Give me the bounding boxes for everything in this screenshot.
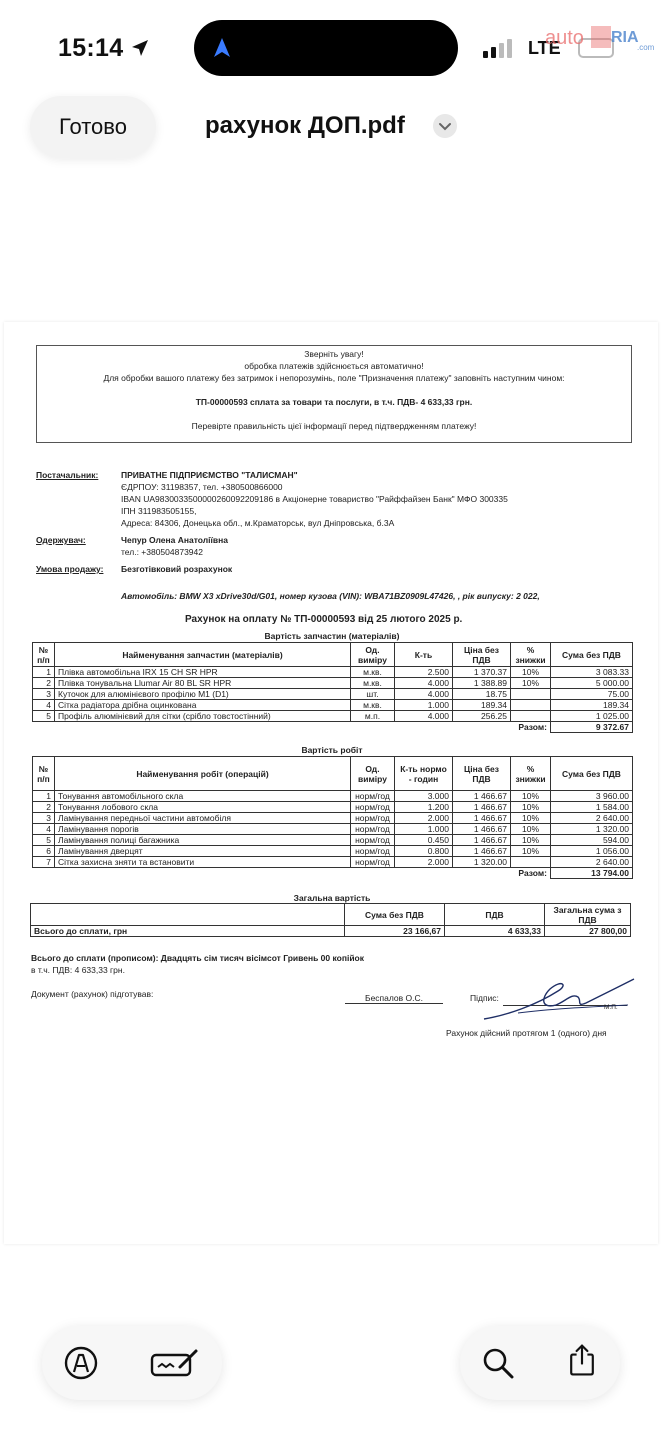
table-row: [33, 678, 633, 689]
table-cell: [511, 711, 551, 722]
table-cell: 10%: [511, 835, 551, 846]
table-cell: [511, 689, 551, 700]
table-cell: Ламінування дверцят: [55, 846, 351, 857]
table-cell: м.п.: [351, 711, 395, 722]
summary-gross: 27 800,00: [545, 926, 631, 937]
table-cell: норм/год: [351, 824, 395, 835]
table-cell: 10%: [511, 791, 551, 802]
table-cell: 256.25: [453, 711, 511, 722]
table-cell: 1.000: [395, 700, 453, 711]
svg-text:auto: auto: [545, 27, 584, 49]
table-cell: м.кв.: [351, 700, 395, 711]
table-cell: Сітка радіатора дрібна оцинкована: [55, 700, 351, 711]
svg-text:RIA: RIA: [611, 29, 639, 46]
supplier-line-1: ЄДРПОУ: 31198357, тел. +380500866000: [121, 482, 283, 492]
table-cell: [511, 857, 551, 868]
table-cell: 1 320.00: [551, 824, 633, 835]
notice-line-1: Зверніть увагу!: [304, 349, 364, 359]
table-cell: 10%: [511, 846, 551, 857]
table-cell: м.кв.: [351, 678, 395, 689]
notice-line-5: Перевірте правильність цієї інформації перед підтвердженням платежу!: [191, 421, 477, 431]
parts-section-title: Вартість запчастин (матеріалів): [264, 631, 400, 641]
works-total-row: [33, 868, 633, 879]
search-icon[interactable]: [480, 1345, 516, 1381]
summary-section-title: Загальна вартість: [293, 893, 371, 903]
table-cell: 1.000: [395, 824, 453, 835]
table-cell: норм/год: [351, 857, 395, 868]
col-header: № п/п: [33, 643, 55, 667]
supplier-name: ПРИВАТНЕ ПІДПРИЄМСТВО "ТАЛИСМАН": [121, 470, 298, 480]
table-cell: 1 466.67: [453, 824, 511, 835]
supplier-label: Постачальник:: [36, 470, 99, 480]
table-cell: Куточок для алюмінієвого профілю M1 (D1): [55, 689, 351, 700]
notice-line-4: ТП-00000593 сплата за товари та послуги, в т.ч. ПДВ- 4 633,33 грн.: [195, 397, 473, 407]
table-cell: норм/год: [351, 802, 395, 813]
stamp-mark: М.П.: [604, 1004, 618, 1011]
terms-label: Умова продажу:: [36, 564, 104, 574]
svg-text:.com: .com: [637, 43, 655, 52]
table-row: [33, 846, 633, 857]
table-cell: 4: [33, 824, 55, 835]
table-cell: Сітка захисна зняти та встановити: [55, 857, 351, 868]
supplier-line-4: Адреса: 84306, Донецька обл., м.Краматорськ, вул Дніпровська, б.3А: [121, 518, 395, 528]
summary-net: 23 166,67: [345, 926, 445, 937]
table-cell: 1 056.00: [551, 846, 633, 857]
recipient-phone: тел.: +380504873942: [121, 547, 203, 557]
table-row: [33, 791, 633, 802]
table-row: [33, 711, 633, 722]
table-row: [33, 835, 633, 846]
col-header: Сума без ПДВ: [551, 643, 633, 667]
table-cell: 10%: [511, 678, 551, 689]
table-cell: 10%: [511, 813, 551, 824]
table-row: [33, 700, 633, 711]
table-cell: 5 000.00: [551, 678, 633, 689]
works-total-value: 13 794.00: [551, 868, 633, 879]
table-cell: Ламінування полиці багажника: [55, 835, 351, 846]
table-cell: 1: [33, 791, 55, 802]
works-header-row: [33, 757, 633, 791]
done-button[interactable]: Готово: [30, 96, 156, 158]
table-row: [33, 667, 633, 678]
summary-empty-header: [31, 904, 345, 926]
works-total-label: Разом:: [33, 868, 551, 879]
amount-in-words: Всього до сплати (прописом): Двадцять сім тисяч вісімсот Гривень 00 копійок: [31, 953, 364, 963]
table-cell: 4: [33, 700, 55, 711]
table-cell: 3.000: [395, 791, 453, 802]
terms-value: Безготівковий розрахунок: [121, 564, 233, 574]
table-cell: 1 388.89: [453, 678, 511, 689]
table-cell: 3 083.33: [551, 667, 633, 678]
vat-line: в т.ч. ПДВ: 4 633,33 грн.: [31, 965, 125, 975]
navigation-arrow-icon: [210, 36, 234, 60]
table-cell: 6: [33, 846, 55, 857]
table-cell: Профіль алюмінієвий для сітки (срібло товстостінний): [55, 711, 351, 722]
col-header: № п/п: [33, 757, 55, 791]
table-cell: Тонування лобового скла: [55, 802, 351, 813]
table-cell: 189.34: [551, 700, 633, 711]
table-cell: 5: [33, 835, 55, 846]
markup-icon[interactable]: [63, 1345, 99, 1381]
table-cell: Ламінування передньої частини автомобіля: [55, 813, 351, 824]
table-cell: 1.200: [395, 802, 453, 813]
table-cell: 1 466.67: [453, 813, 511, 824]
table-row: [33, 813, 633, 824]
table-cell: норм/год: [351, 846, 395, 857]
table-row: [33, 802, 633, 813]
table-cell: 5: [33, 711, 55, 722]
col-header: Сума без ПДВ: [551, 757, 633, 791]
table-cell: 10%: [511, 667, 551, 678]
table-cell: 2.000: [395, 813, 453, 824]
recipient-name: Чепур Олена Анатоліївна: [121, 535, 229, 545]
supplier-line-3: ІПН 311983505155,: [121, 506, 197, 516]
col-header: % знижки: [511, 643, 551, 667]
table-cell: 18.75: [453, 689, 511, 700]
table-cell: 2: [33, 678, 55, 689]
table-cell: 2 640.00: [551, 857, 633, 868]
table-cell: 2.000: [395, 857, 453, 868]
table-cell: 0.800: [395, 846, 453, 857]
table-cell: [511, 700, 551, 711]
table-cell: 0.450: [395, 835, 453, 846]
share-icon[interactable]: [564, 1342, 600, 1378]
table-cell: 4.000: [395, 711, 453, 722]
col-header: К-ть нормо - годин: [395, 757, 453, 791]
status-time: 15:14: [58, 34, 124, 62]
table-cell: 10%: [511, 824, 551, 835]
col-header: Ціна без ПДВ: [453, 643, 511, 667]
col-header: К-ть: [395, 643, 453, 667]
supplier-line-2: IBAN UA983003350000026009220918​6 в Акціонерне товариство "Райффайзен Банк" МФО 300335: [121, 494, 508, 504]
table-row: [33, 689, 633, 700]
signature-icon[interactable]: [150, 1345, 200, 1381]
table-cell: 7: [33, 857, 55, 868]
table-cell: 2: [33, 802, 55, 813]
notice-line-3: Для обробки вашого платежу без затримок і непорозумінь, поле "Призначення платежу" заповніть наступним чином:: [103, 373, 565, 383]
car-info: Автомобіль: BMW X3 xDrive30d/G01, номер кузова (VIN): WBA71BZ0909L47426, , рік випуску: 2 022,: [121, 591, 540, 601]
table-cell: 1 466.67: [453, 846, 511, 857]
table-cell: 4.000: [395, 689, 453, 700]
autoria-watermark-logo: [545, 20, 657, 54]
chevron-down-icon[interactable]: [433, 114, 457, 138]
col-header: ПДВ: [445, 904, 545, 926]
parts-total-row: [33, 722, 633, 733]
parts-total-value: 9 372.67: [551, 722, 633, 733]
table-cell: норм/год: [351, 835, 395, 846]
summary-table: [30, 903, 631, 937]
parts-total-label: Разом:: [33, 722, 551, 733]
works-table: [32, 756, 633, 879]
table-row: [33, 824, 633, 835]
table-cell: Ламінування порогів: [55, 824, 351, 835]
network-type: LTE: [528, 38, 561, 58]
table-cell: 3: [33, 689, 55, 700]
summary-row: [31, 926, 631, 937]
col-header: Од. виміру: [351, 757, 395, 791]
table-cell: 2 640.00: [551, 813, 633, 824]
recipient-label: Одержувач:: [36, 535, 86, 545]
document-title[interactable]: рахунок ДОП.pdf: [205, 112, 405, 139]
table-cell: 1 320.00: [453, 857, 511, 868]
handwritten-signature: [478, 975, 638, 1027]
table-cell: 10%: [511, 802, 551, 813]
col-header: Найменування робіт (операцій): [55, 757, 351, 791]
col-header: % знижки: [511, 757, 551, 791]
table-cell: 189.34: [453, 700, 511, 711]
table-cell: Тонування автомобільного скла: [55, 791, 351, 802]
table-cell: норм/год: [351, 791, 395, 802]
prepared-by-name: Беспалов О.С.: [345, 993, 443, 1004]
col-header: Сума без ПДВ: [345, 904, 445, 926]
summary-header-row: [31, 904, 631, 926]
table-cell: 2.500: [395, 667, 453, 678]
cellular-signal-icon: [483, 38, 517, 58]
col-header: Ціна без ПДВ: [453, 757, 511, 791]
table-cell: Плівка автомобільна IRX 15 CH SR HPR: [55, 667, 351, 678]
col-header: Од. виміру: [351, 643, 395, 667]
table-cell: 3 960.00: [551, 791, 633, 802]
parts-table: [32, 642, 633, 733]
table-cell: 1 466.67: [453, 802, 511, 813]
prepared-by-label: Документ (рахунок) підготував:: [31, 989, 154, 999]
notice-line-2: обробка платежів здійснюється автоматично!: [244, 361, 424, 371]
location-arrow-icon: [130, 38, 150, 58]
summary-label: Всього до сплати, грн: [31, 926, 345, 937]
works-section-title: Вартість робіт: [301, 745, 363, 755]
table-cell: 1 466.67: [453, 835, 511, 846]
col-header: Найменування запчастин (матеріалів): [55, 643, 351, 667]
table-cell: Плівка тонувальна Llumar Air 80 BL SR HPR: [55, 678, 351, 689]
validity-note: Рахунок дійсний протягом 1 (одного) дня: [446, 1028, 607, 1038]
table-cell: 1: [33, 667, 55, 678]
table-cell: 1 466.67: [453, 791, 511, 802]
col-header: Загальна сума з ПДВ: [545, 904, 631, 926]
invoice-title: Рахунок на оплату № ТП-00000593 від 25 лютого 2025 р.: [185, 614, 463, 625]
table-cell: м.кв.: [351, 667, 395, 678]
parts-header-row: [33, 643, 633, 667]
table-cell: 1 584.00: [551, 802, 633, 813]
table-cell: 75.00: [551, 689, 633, 700]
table-cell: 1 370.37: [453, 667, 511, 678]
table-cell: 594.00: [551, 835, 633, 846]
summary-vat: 4 633,33: [445, 926, 545, 937]
table-cell: 1 025.00: [551, 711, 633, 722]
table-cell: 3: [33, 813, 55, 824]
signature-label: Підпис:: [470, 993, 499, 1003]
table-cell: 4.000: [395, 678, 453, 689]
table-row: [33, 857, 633, 868]
table-cell: шт.: [351, 689, 395, 700]
table-cell: норм/год: [351, 813, 395, 824]
